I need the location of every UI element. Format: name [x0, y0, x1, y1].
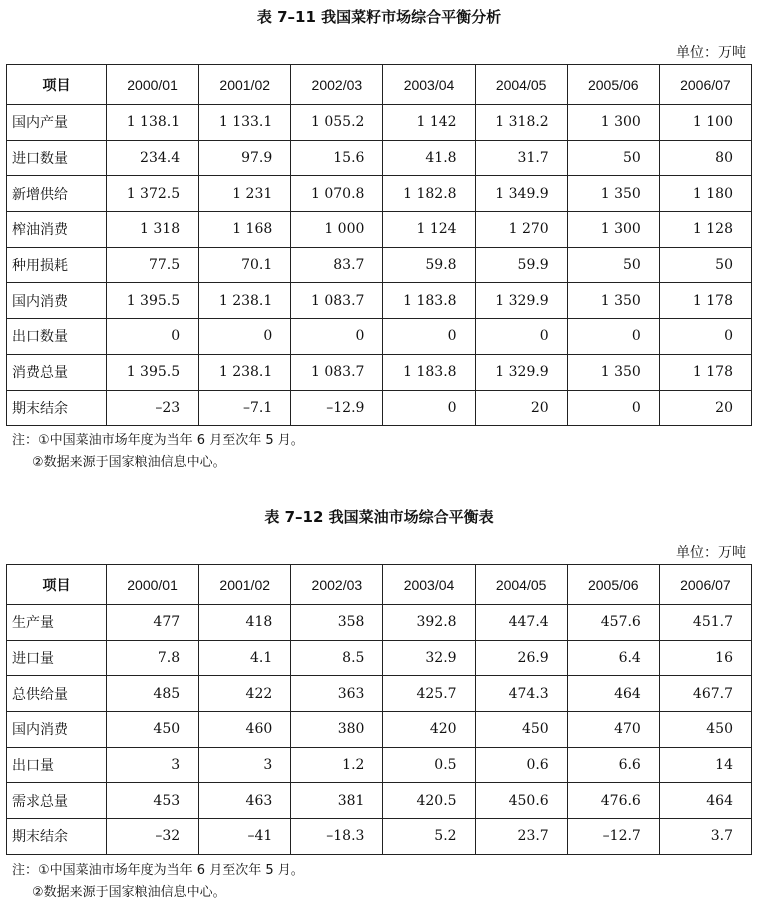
table-cell: 460 [199, 712, 291, 748]
table-cell: 1 083.7 [291, 283, 383, 319]
table-cell: 447.4 [475, 605, 567, 641]
table-cell: 23.7 [475, 819, 567, 855]
column-header: 2005/06 [567, 565, 659, 605]
row-label: 进口量 [7, 640, 107, 676]
table-cell: –41 [199, 819, 291, 855]
table-cell: 474.3 [475, 676, 567, 712]
table-cell: 467.7 [659, 676, 751, 712]
table-cell: 0.6 [475, 747, 567, 783]
table-cell: –7.1 [199, 390, 291, 426]
table-cell: 1 124 [383, 212, 475, 248]
table-cell: 0 [567, 319, 659, 355]
table-cell: –23 [107, 390, 199, 426]
table-cell: 41.8 [383, 140, 475, 176]
table-cell: 1 350 [567, 283, 659, 319]
table-row [7, 247, 752, 283]
table-cell: –32 [107, 819, 199, 855]
table-cell: 1 231 [199, 176, 291, 212]
table-cell: 1 300 [567, 212, 659, 248]
note-line: ②数据来源于国家粮油信息中心。 [32, 885, 226, 900]
column-header: 2000/01 [107, 565, 199, 605]
table-cell: 0 [475, 319, 567, 355]
table-cell: 358 [291, 605, 383, 641]
table-row [7, 212, 752, 248]
column-header: 项目 [7, 65, 107, 105]
column-header: 2006/07 [659, 65, 751, 105]
row-label: 期末结余 [7, 390, 107, 426]
column-header: 2002/03 [291, 65, 383, 105]
table-cell: 0 [199, 319, 291, 355]
unit-label: 单位：万吨 [676, 545, 746, 561]
table-notes [12, 430, 304, 474]
table-cell: 1 100 [659, 105, 751, 141]
table-cell: 380 [291, 712, 383, 748]
table-cell: 0 [107, 319, 199, 355]
table-cell: 97.9 [199, 140, 291, 176]
table-row [7, 712, 752, 748]
table-cell: 420 [383, 712, 475, 748]
table-cell: 476.6 [567, 783, 659, 819]
table-cell: 363 [291, 676, 383, 712]
table-row [7, 640, 752, 676]
table-cell: 1 349.9 [475, 176, 567, 212]
table-cell: 1 329.9 [475, 354, 567, 390]
table-cell: 0 [567, 390, 659, 426]
table-cell: 1 000 [291, 212, 383, 248]
table-cell: 450 [659, 712, 751, 748]
table-cell: 453 [107, 783, 199, 819]
table-cell: 4.1 [199, 640, 291, 676]
table-row [7, 105, 752, 141]
table-cell: 83.7 [291, 247, 383, 283]
table-cell: 50 [659, 247, 751, 283]
table-cell: 381 [291, 783, 383, 819]
table-row [7, 819, 752, 855]
table-cell: 1 083.7 [291, 354, 383, 390]
column-header: 2000/01 [107, 65, 199, 105]
row-label: 国内消费 [7, 283, 107, 319]
table-cell: 1 238.1 [199, 283, 291, 319]
table-cell: 16 [659, 640, 751, 676]
table-cell: 59.8 [383, 247, 475, 283]
table-cell: 31.7 [475, 140, 567, 176]
table-cell: –18.3 [291, 819, 383, 855]
table-cell: 1 318.2 [475, 105, 567, 141]
column-header: 2002/03 [291, 565, 383, 605]
table-cell: 3 [199, 747, 291, 783]
table-cell: 0 [383, 319, 475, 355]
column-header: 2004/05 [475, 65, 567, 105]
table-cell: 1 138.1 [107, 105, 199, 141]
table-cell: 3.7 [659, 819, 751, 855]
table-cell: 1 350 [567, 176, 659, 212]
table-cell: 20 [659, 390, 751, 426]
table-cell: 20 [475, 390, 567, 426]
table-cell: 26.9 [475, 640, 567, 676]
column-header: 2004/05 [475, 565, 567, 605]
table-cell: 1 372.5 [107, 176, 199, 212]
table-row [7, 676, 752, 712]
table-row [7, 283, 752, 319]
column-header: 2001/02 [199, 65, 291, 105]
table-cell: 8.5 [291, 640, 383, 676]
table-row [7, 140, 752, 176]
table-cell: 1 300 [567, 105, 659, 141]
table-cell: 1 133.1 [199, 105, 291, 141]
column-header: 2001/02 [199, 565, 291, 605]
table-cell: 463 [199, 783, 291, 819]
table-cell: 50 [567, 247, 659, 283]
table-notes [12, 860, 304, 904]
table-cell: 485 [107, 676, 199, 712]
table-cell: 1 350 [567, 354, 659, 390]
table-cell: 1 183.8 [383, 283, 475, 319]
table-cell: 1 318 [107, 212, 199, 248]
table-title: 表 7–11 我国菜籽市场综合平衡分析 [256, 8, 502, 26]
row-label: 国内消费 [7, 712, 107, 748]
table-cell: 464 [659, 783, 751, 819]
table-cell: 1 142 [383, 105, 475, 141]
table-cell: 1.2 [291, 747, 383, 783]
row-label: 种用损耗 [7, 247, 107, 283]
table-row [7, 354, 752, 390]
column-header: 2003/04 [383, 65, 475, 105]
table-cell: 420.5 [383, 783, 475, 819]
table-cell: 14 [659, 747, 751, 783]
table-cell: 6.6 [567, 747, 659, 783]
table-cell: 450 [107, 712, 199, 748]
table-cell: 0 [383, 390, 475, 426]
table-row [7, 747, 752, 783]
table-cell: 0 [291, 319, 383, 355]
note-line: ②数据来源于国家粮油信息中心。 [32, 455, 226, 470]
table-cell: 32.9 [383, 640, 475, 676]
row-label: 总供给量 [7, 676, 107, 712]
row-label: 进口数量 [7, 140, 107, 176]
table-cell: 1 055.2 [291, 105, 383, 141]
table-cell: 1 329.9 [475, 283, 567, 319]
note-line: 注：①中国菜油市场年度为当年 6 月至次年 5 月。 [12, 863, 304, 878]
row-label: 期末结余 [7, 819, 107, 855]
row-label: 生产量 [7, 605, 107, 641]
table-cell: 450 [475, 712, 567, 748]
table-cell: 425.7 [383, 676, 475, 712]
column-header: 2003/04 [383, 565, 475, 605]
table-cell: 1 238.1 [199, 354, 291, 390]
table-cell: 0 [659, 319, 751, 355]
table-cell: 418 [199, 605, 291, 641]
rapeseed-oil-balance-table [6, 564, 752, 855]
table-cell: 1 395.5 [107, 354, 199, 390]
table-cell: 5.2 [383, 819, 475, 855]
table-row [7, 319, 752, 355]
row-label: 新增供给 [7, 176, 107, 212]
note-line: 注：①中国菜油市场年度为当年 6 月至次年 5 月。 [12, 433, 304, 448]
row-label: 出口数量 [7, 319, 107, 355]
table-cell: 0.5 [383, 747, 475, 783]
table-cell: 1 183.8 [383, 354, 475, 390]
table-cell: 1 128 [659, 212, 751, 248]
row-label: 需求总量 [7, 783, 107, 819]
table-cell: 1 270 [475, 212, 567, 248]
table-cell: 3 [107, 747, 199, 783]
table-cell: 1 180 [659, 176, 751, 212]
table-cell: 77.5 [107, 247, 199, 283]
table-cell: 1 395.5 [107, 283, 199, 319]
row-label: 国内产量 [7, 105, 107, 141]
table-cell: 1 178 [659, 283, 751, 319]
table-cell: 1 070.8 [291, 176, 383, 212]
header-row [7, 65, 752, 105]
table-cell: 15.6 [291, 140, 383, 176]
table-cell: 470 [567, 712, 659, 748]
table-cell: 477 [107, 605, 199, 641]
table-cell: 451.7 [659, 605, 751, 641]
table-cell: –12.9 [291, 390, 383, 426]
table-cell: 457.6 [567, 605, 659, 641]
table-row [7, 390, 752, 426]
table-cell: 50 [567, 140, 659, 176]
rapeseed-balance-table [6, 64, 752, 426]
table-cell: 422 [199, 676, 291, 712]
table-title: 表 7–12 我国菜油市场综合平衡表 [264, 508, 494, 526]
table-cell: 1 178 [659, 354, 751, 390]
row-label: 榨油消费 [7, 212, 107, 248]
table-cell: 6.4 [567, 640, 659, 676]
table-cell: 80 [659, 140, 751, 176]
table-row [7, 176, 752, 212]
table-cell: 234.4 [107, 140, 199, 176]
table-cell: 1 182.8 [383, 176, 475, 212]
table-cell: 59.9 [475, 247, 567, 283]
table-cell: 392.8 [383, 605, 475, 641]
table-row [7, 605, 752, 641]
column-header: 2005/06 [567, 65, 659, 105]
unit-label: 单位：万吨 [676, 45, 746, 61]
table-cell: 70.1 [199, 247, 291, 283]
table-cell: 7.8 [107, 640, 199, 676]
table-cell: 464 [567, 676, 659, 712]
table-cell: –12.7 [567, 819, 659, 855]
table-row [7, 783, 752, 819]
row-label: 出口量 [7, 747, 107, 783]
table-cell: 1 168 [199, 212, 291, 248]
row-label: 消费总量 [7, 354, 107, 390]
column-header: 项目 [7, 565, 107, 605]
column-header: 2006/07 [659, 565, 751, 605]
table-cell: 450.6 [475, 783, 567, 819]
header-row [7, 565, 752, 605]
